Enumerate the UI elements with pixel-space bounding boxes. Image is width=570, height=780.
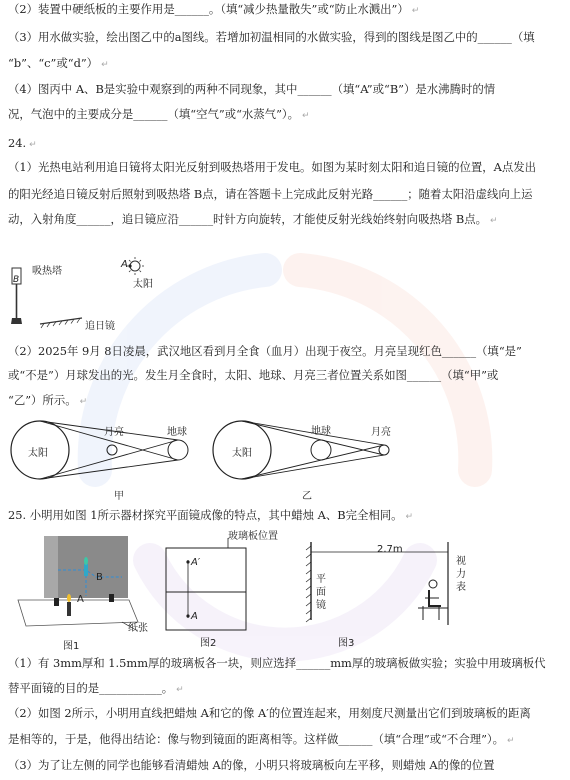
sun-label-b: 太阳 [232, 448, 252, 459]
text-line: （4）图丙中 A、B是实验中观察到的两种不同现象，其中______（填“A”或“B”）是水沸腾时的情 [8, 82, 496, 96]
distance-label: 2.7m [377, 544, 403, 555]
moon-label-b: 月亮 [371, 427, 391, 438]
point-a-fig2-label: A [191, 611, 198, 622]
moon-label-a: 月亮 [104, 427, 124, 438]
text-line: 替平面镜的目的是___________。 ↵ [8, 681, 184, 695]
fig2-diagram [158, 530, 258, 640]
text-line: 25. 小明用如图 1所示器材探究平面镜成像的特点，其中蜡烛 A、B完全相同。 ↵ [8, 508, 414, 522]
sun-label: 太阳 [133, 279, 153, 290]
paper-label: 纸张 [128, 623, 148, 634]
text-line: “乙”）所示。 ↵ [8, 393, 88, 407]
text-line: （2）装置中硬纸板的主要作用是______。（填“减少热量散失”或“防止水溅出”） ↵ [8, 2, 420, 16]
candle-b-label: B [96, 572, 103, 583]
candle-a-label: A [77, 594, 84, 605]
fig1-caption: 图1 [63, 641, 80, 652]
text-line: （1）光热电站利用追日镜将太阳光反射到吸热塔用于发电。如图为某时刻太阳和追日镜的位置，A点发出 [8, 160, 537, 174]
text-line: （1）有 3mm厚和 1.5mm厚的玻璃板各一块，则应选择______mm厚的玻璃板做实验；实验中用玻璃板代 [8, 656, 546, 670]
text-line: 动，入射角度______，追日镜应沿______时针方向旋转，才能使反射光线始终射向吸热塔 B点。 ↵ [8, 212, 498, 226]
text-line: （2）2025年 9月 8日凌晨，武汉地区看到月全食（血月）出现于夜空。月亮呈现红色______（填“是” [8, 344, 522, 358]
image-a-prime-label: A′ [191, 557, 201, 568]
text-line: 或“不是”）月球发出的光。发生月全食时，太阳、地球、月亮三者位置关系如图______（填“甲”或 [8, 368, 499, 382]
earth-label-b: 地球 [311, 426, 331, 437]
text-line: （3）用水做实验，绘出图乙中的a图线。若增加初温相同的水做实验，得到的图线是图乙中的______（填 [8, 30, 535, 44]
text-line: （3）为了让左侧的同学也能够看清蜡烛 A的像，小明只将玻璃板向左平移，则蜡烛 A的像的位置 [8, 758, 495, 772]
text-line: 的阳光经追日镜反射后照射到吸热塔 B点，请在答题卡上完成此反射光路______；随着太阳沿虚线向上运 [8, 187, 533, 201]
fig1-apparatus [14, 530, 142, 640]
fig2-caption: 图2 [200, 638, 217, 649]
text-line: （2）如图 2所示，小明用直线把蜡烛 A和它的像 A′的位置连起来，用刻度尺测量出它们到玻璃板的距离 [8, 706, 531, 720]
caption-jia: 甲 [114, 491, 124, 502]
text-line: 况，气泡中的主要成分是______（填“空气”或“水蒸气”）。 ↵ [8, 107, 310, 121]
plane-mirror-label: 平面镜 [316, 574, 326, 611]
glass-position-label: 玻璃板位置 [228, 531, 278, 542]
sun-label-a: 太阳 [28, 448, 48, 459]
earth-label-a: 地球 [167, 427, 187, 438]
fig3-diagram [305, 540, 470, 640]
question-number: 24. ↵ [8, 136, 37, 150]
fig3-caption: 图3 [338, 638, 355, 649]
text-line: 是相等的，于是，他得出结论：像与物到镜面的距离相等。这样做______（填“合理”或“不合理”）。 ↵ [8, 732, 515, 746]
caption-yi: 乙 [302, 491, 312, 502]
eye-chart-label: 视力表 [456, 556, 466, 593]
point-a-label: A [121, 259, 128, 270]
mirror-label: 追日镜 [85, 321, 115, 332]
text-line: “b”、“c”或“d”） ↵ [8, 56, 109, 70]
tower-label: 吸热塔 [32, 266, 62, 277]
point-b-label: B [13, 275, 20, 285]
